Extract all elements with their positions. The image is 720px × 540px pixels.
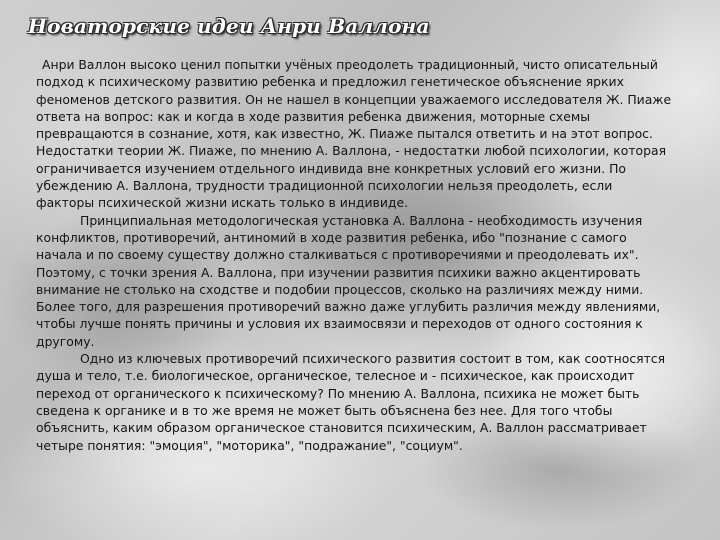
paragraph-2: Принципиальная методологическая установка А. Валлона - необходимость изучения конфликтов, противоречий, антиномий в ходе развития ребенка, ибо "познание с самого начала и по своему существу должно сталкиваться с противоречиями и преодолевать их". Поэтому, с точки зрения А. Валлона, при изучении развития психики важно акцентировать внимание не столько на сходстве и подобии процессов, сколько на различиях между ними. Более того, для разрешения противоречий важно даже углубить различия между явлениями, чтобы лучше понять причины и условия их взаимосвязи и переходов от одного состояния к другому. <box>36 212 661 349</box>
paragraph-1: Анри Валлон высоко ценил попытки учёных преодолеть традиционный, чисто описательный подход к психическому развитию ребенка и предложил генетическое объяснение ярких феноменов детского развития. Он не нашел в концепции уважаемого исследователя Ж. Пиаже ответа на вопрос: как и когда в ходе развития ребенка движения, моторные схемы превращаются в сознание, хотя, как известно, Ж. Пиаже пытался ответить и на этот вопрос. Недостатки теории Ж. Пиаже, по мнению А. Валлона, - недостатки любой психологии, которая ограничивается изучением отдельного индивида вне конкретных условий его жизни. По убеждению А. Валлона, трудности традиционной психологии нельзя преодолеть, если факторы психической жизни искать только в индивиде. <box>36 57 672 211</box>
paragraph-3: Одно из ключевых противоречий психического развития состоит в том, как соотносятся душа и тело, т.е. биологическое, органическое, телесное и - психическое, как происходит переход от органического к психическому? По мнению А. Валлона, психика не может быть сведена к органике и в то же время не может быть объяснена без нее. Для того чтобы объяснить, каким образом органическое становится психическим, А. Валлон рассматривает четыре понятия: "эмоция", "моторика", "подражание", "социум". <box>36 351 666 453</box>
body-text <box>36 56 672 454</box>
slide-title: Новаторские идеи Анри Валлона <box>28 14 430 38</box>
